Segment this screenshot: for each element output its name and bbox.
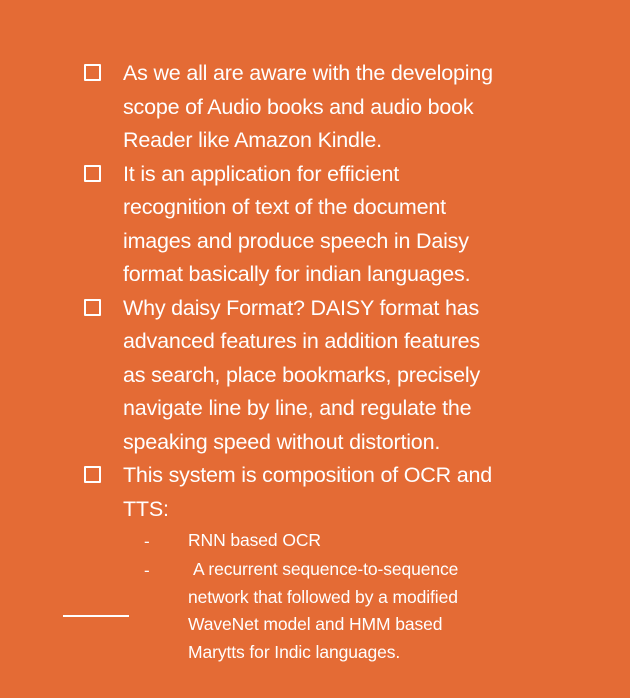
text-line: A recurrent sequence-to-sequence [193,559,459,579]
text-line: As we all are aware with the developing [123,61,493,85]
text-line: images and produce speech in Daisy [123,228,469,253]
text-line: format basically for indian languages. [123,262,471,286]
sub-bullet-item [144,556,564,666]
bullet-item [84,459,604,526]
sub-bullet-list [144,527,564,666]
bullet-text [123,57,493,158]
text-line: advanced features in addition features [123,329,480,353]
checkbox-icon [84,299,101,316]
bullet-item [84,57,604,158]
bullet-text [123,158,470,292]
sub-bullet-item [144,527,564,556]
bullet-text [123,292,480,460]
bullet-item [84,158,604,292]
sub-bullet-text [188,527,321,555]
text-line: Why daisy Format? DAISY format has [123,295,480,320]
text-line: recognition of text of the document [123,195,446,219]
text-line: speaking speed without distortion. [123,429,441,454]
bullet-text [123,459,492,526]
text-line: scope of Audio books and audio book [123,94,474,119]
text-line: network that followed by a modified [188,586,458,607]
checkbox-icon [84,466,101,483]
text-line: Marytts for Indic languages. [188,641,401,662]
text-line: This system is composition of OCR and [123,463,492,487]
text-line: WaveNet model and HMM based [188,614,443,634]
text-line: Reader like Amazon Kindle. [123,128,382,152]
text-line: as search, place bookmarks, precisely [123,362,481,387]
checkbox-icon [84,165,101,182]
text-line: TTS: [123,496,169,521]
text-line: It is an application for efficient [123,161,400,186]
text-line: navigate line by line, and regulate the [123,396,472,420]
text-line: RNN based OCR [188,530,321,550]
dash-marker: - [144,532,150,551]
bullet-item [84,292,604,460]
checkbox-icon [84,64,101,81]
sub-bullet-text [188,556,458,666]
horizontal-rule [63,615,129,617]
dash-marker: - [144,561,150,580]
bullet-list [84,57,604,526]
